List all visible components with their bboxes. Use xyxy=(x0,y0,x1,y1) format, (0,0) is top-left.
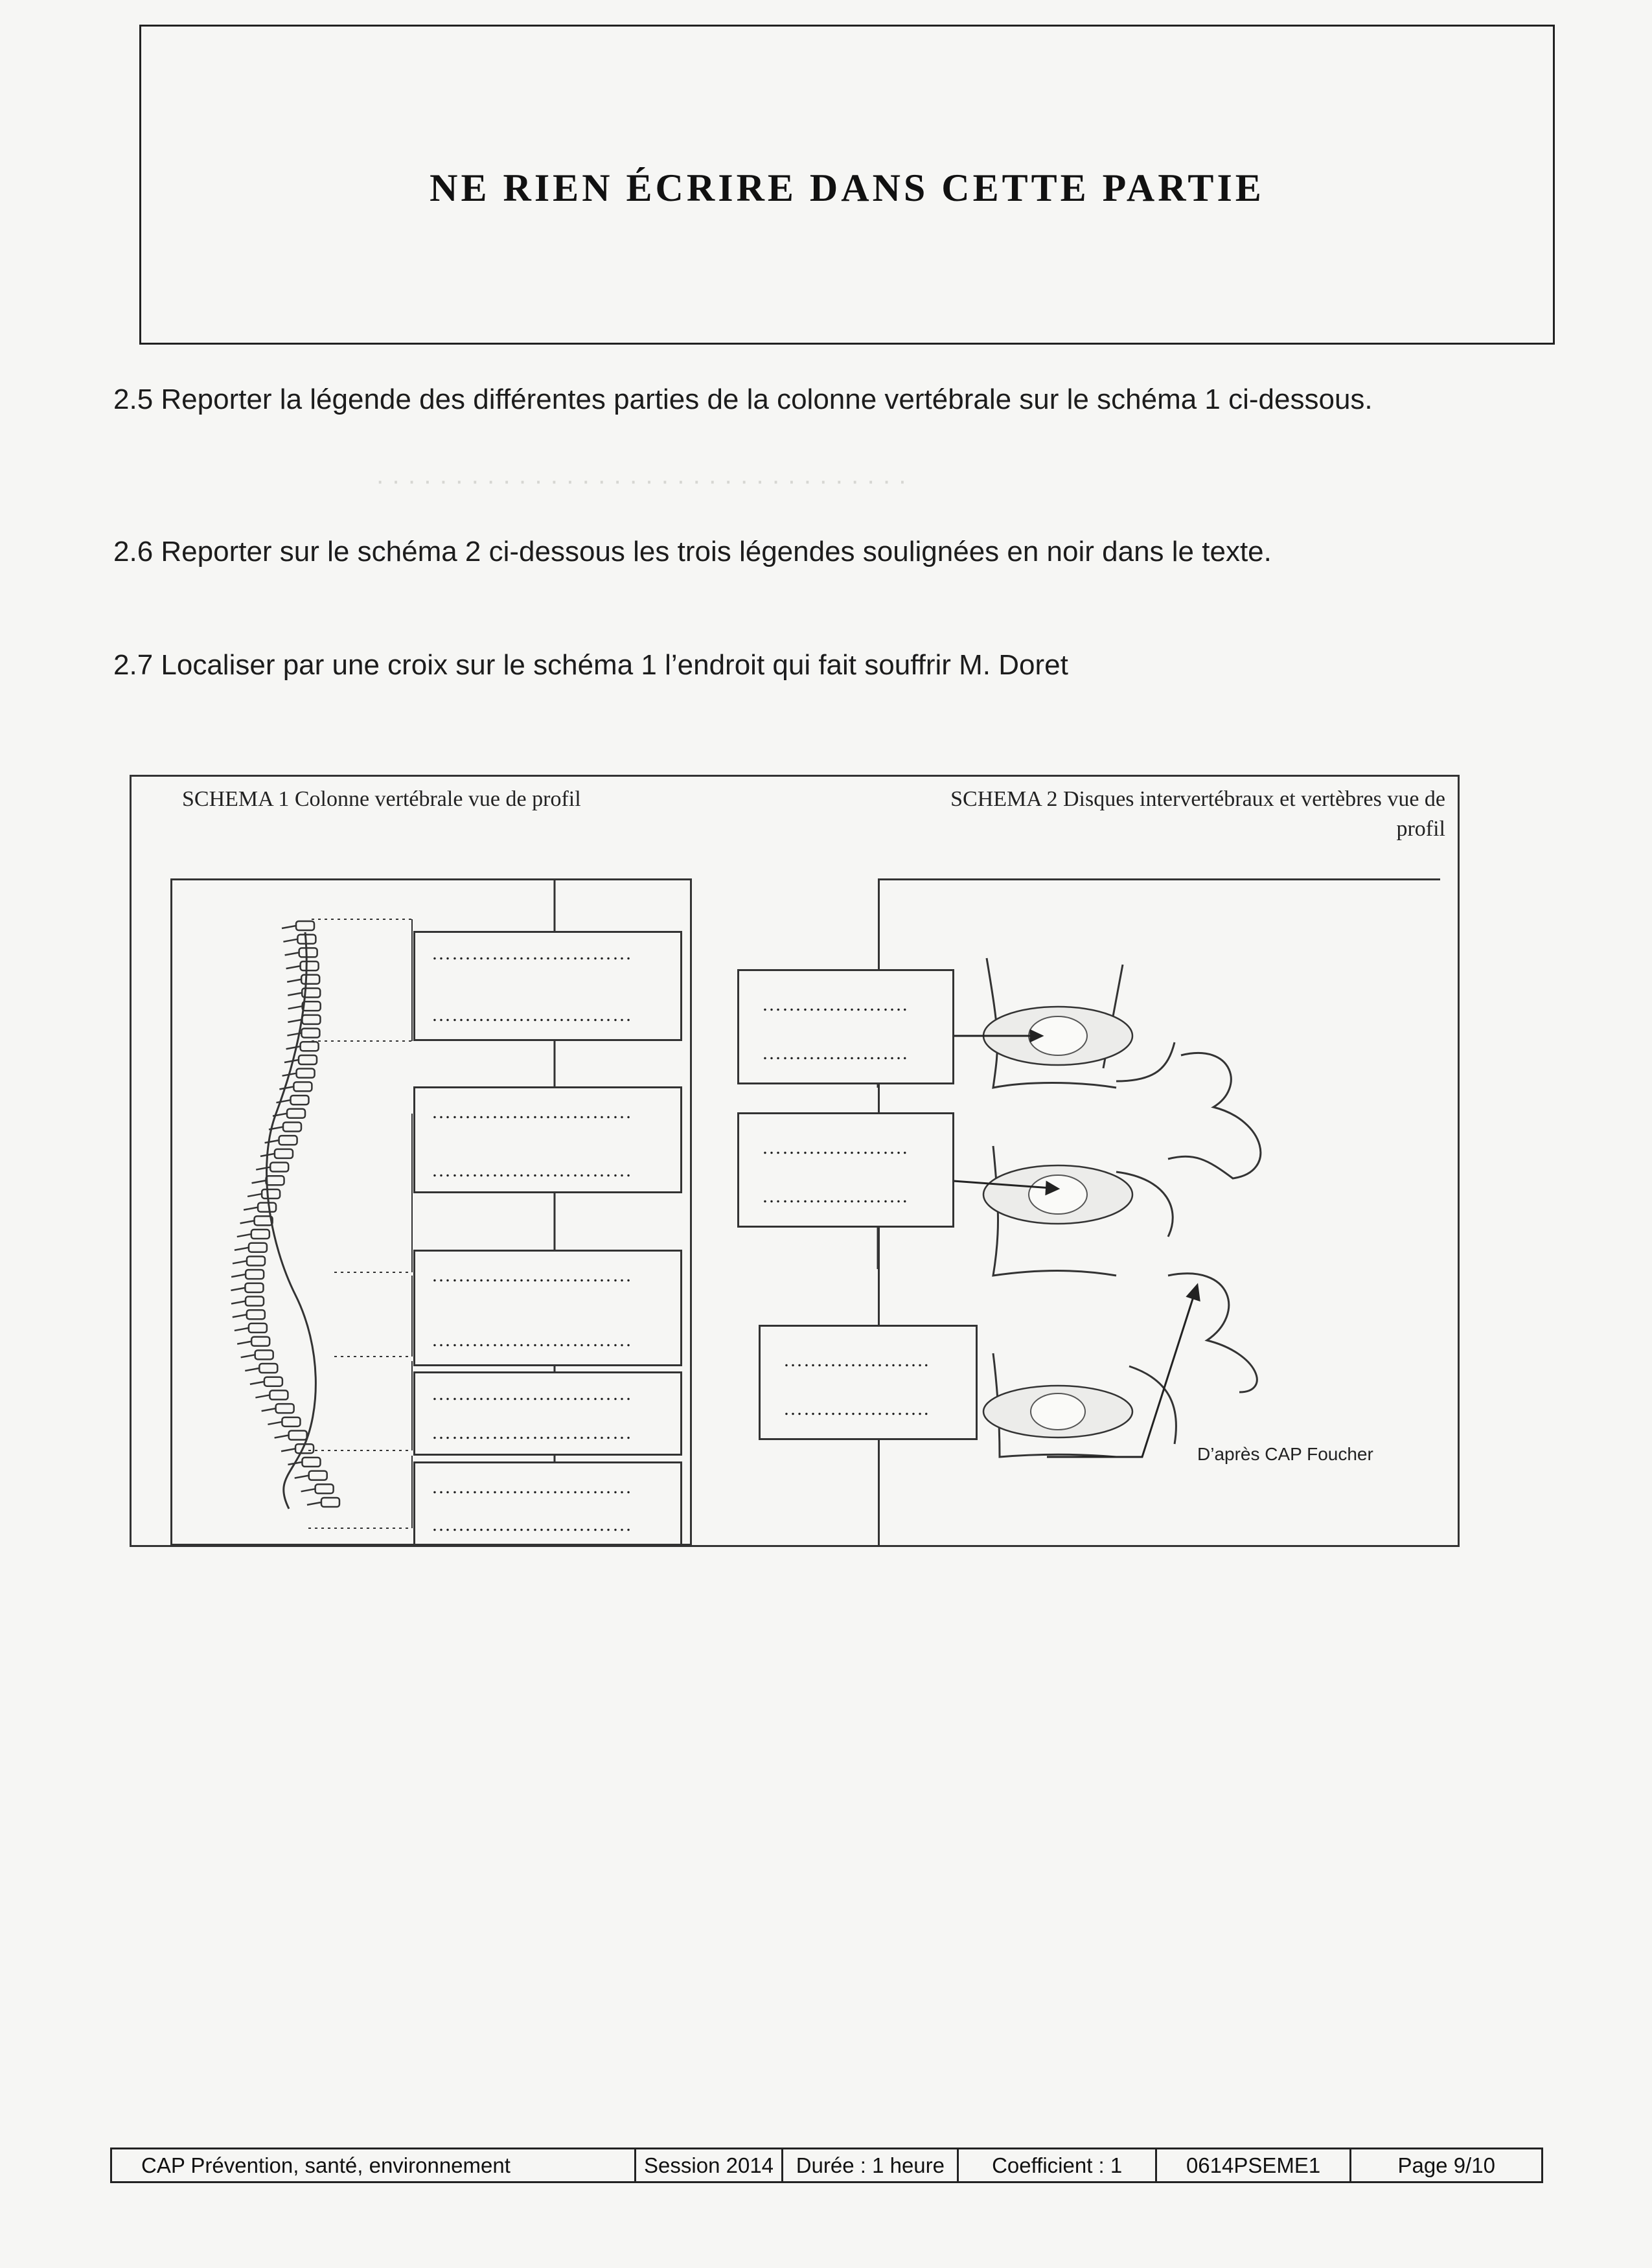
vertebra xyxy=(289,1431,307,1440)
schema-1-caption: SCHEMA 1 Colonne vertébrale vue de profil xyxy=(182,787,581,811)
disc-label-box-2[interactable] xyxy=(737,1112,954,1228)
dot-line: ………………………… xyxy=(431,1422,632,1443)
spinous-process xyxy=(301,1489,315,1491)
spinous-process xyxy=(265,1140,279,1143)
vertebra xyxy=(301,961,319,970)
vertebra xyxy=(246,1270,264,1279)
show-through-text: · · · · · · · · · · · · · · · · · · · · · · · · · · · · · · · · · · xyxy=(376,466,907,495)
header-title: NE RIEN ÉCRIRE DANS CETTE PARTIE xyxy=(430,166,1265,209)
footer-session: Session 2014 xyxy=(636,2149,783,2181)
spinous-process xyxy=(231,1301,246,1304)
dot-line: ………………………… xyxy=(431,1004,632,1025)
spinous-process xyxy=(284,1060,299,1062)
vertebra xyxy=(264,1377,282,1386)
vertebra xyxy=(309,1471,327,1480)
spinous-process xyxy=(307,1502,321,1505)
vertebra xyxy=(275,1149,293,1158)
spinous-process xyxy=(237,1342,251,1344)
dot-line: ………………………… xyxy=(431,1265,632,1286)
spinous-process xyxy=(250,1382,264,1384)
vertebra xyxy=(270,1163,288,1172)
disc-label-box-1[interactable] xyxy=(737,969,954,1084)
footer-table xyxy=(110,2148,1543,2183)
spinous-process xyxy=(275,1436,289,1438)
dot-line: ………………………… xyxy=(431,1329,632,1351)
figure-credit: D’après CAP Foucher xyxy=(1197,1444,1373,1464)
vertebra xyxy=(262,1189,280,1198)
vertebra xyxy=(287,1109,305,1118)
question-2-7: 2.7 Localiser par une croix sur le schéma 1 l’endroit qui fait souffrir M. Doret xyxy=(113,649,1068,681)
spinous-process xyxy=(282,926,296,928)
vertebra xyxy=(249,1323,267,1333)
vertebra xyxy=(255,1350,273,1359)
question-2-5: 2.5 Reporter la légende des différentes parties de la colonne vertébrale sur le schéma 1 ci-dessous. xyxy=(113,384,1373,415)
vertebra xyxy=(276,1404,294,1413)
spinous-process xyxy=(231,1288,245,1290)
spinous-process xyxy=(288,1020,302,1022)
dot-line: ………………………… xyxy=(431,1514,632,1535)
dot-line: …………………. xyxy=(783,1398,930,1419)
spinous-process xyxy=(244,1208,258,1210)
footer-exam-title: CAP Prévention, santé, environnement xyxy=(112,2149,636,2181)
schema-1-frame xyxy=(170,878,692,1546)
spine-label-box-4[interactable] xyxy=(413,1371,682,1456)
vertebra xyxy=(296,921,314,930)
footer-duration: Durée : 1 heure xyxy=(783,2149,959,2181)
spinous-process xyxy=(286,966,301,968)
vertebra xyxy=(299,948,317,957)
vertebra xyxy=(315,1484,334,1493)
spine-label-box-2[interactable] xyxy=(413,1086,682,1193)
spinous-process xyxy=(233,1261,247,1263)
spinous-process xyxy=(240,1220,255,1223)
spinous-process xyxy=(256,1167,270,1170)
vertebra xyxy=(301,1029,319,1038)
dot-line: ………………………… xyxy=(431,1383,632,1404)
dot-line: …………………. xyxy=(762,1137,908,1158)
spinous-process xyxy=(286,1046,301,1049)
spinous-process xyxy=(235,1328,249,1331)
spinous-process xyxy=(262,1408,276,1411)
vertebra xyxy=(299,1055,317,1064)
vertebra xyxy=(266,1176,284,1185)
spinous-process xyxy=(283,939,297,942)
spinous-process xyxy=(285,952,299,955)
spinous-process xyxy=(237,1234,251,1237)
dot-line: ………………………… xyxy=(431,943,632,964)
spine-label-box-1[interactable] xyxy=(413,931,682,1041)
schema-2-caption: SCHEMA 2 Disques intervertébraux et vertèbres vue de profil xyxy=(950,787,1445,841)
spinous-process xyxy=(276,1100,290,1103)
vertebra xyxy=(321,1498,339,1507)
spine-label-box-3[interactable] xyxy=(413,1250,682,1366)
dot-line: ………………………… xyxy=(431,1160,632,1181)
vertebra xyxy=(290,1095,308,1105)
vertebra xyxy=(251,1337,270,1346)
spinous-process xyxy=(233,1314,247,1317)
vertebra xyxy=(270,1390,288,1399)
vertebra xyxy=(297,1069,315,1078)
footer-coefficient: Coefficient : 1 xyxy=(959,2149,1156,2181)
footer-code: 0614PSEME1 xyxy=(1157,2149,1352,2181)
vertebra xyxy=(301,1042,319,1051)
vertebra xyxy=(245,1283,263,1292)
spinous-process xyxy=(279,1086,293,1089)
spinous-process xyxy=(247,1194,262,1197)
spinous-process xyxy=(241,1355,255,1357)
dot-line: …………………. xyxy=(762,994,908,1015)
vertebra xyxy=(258,1203,276,1212)
spinous-process xyxy=(268,1422,282,1425)
vertebra xyxy=(247,1310,265,1319)
dot-line: …………………. xyxy=(783,1349,930,1371)
spinous-process xyxy=(255,1395,270,1397)
spinous-process xyxy=(245,1368,259,1371)
spinous-process xyxy=(288,1006,303,1009)
vertebra xyxy=(249,1243,267,1252)
vertebra xyxy=(246,1297,264,1306)
spinous-process xyxy=(295,1476,309,1478)
header-box xyxy=(139,25,1555,345)
vertebra xyxy=(302,1015,320,1024)
spinous-process xyxy=(235,1248,249,1250)
figure-frame xyxy=(130,775,1460,1547)
vertebra xyxy=(279,1136,297,1145)
dot-line: …………………. xyxy=(762,1186,908,1207)
question-2-6: 2.6 Reporter sur le schéma 2 ci-dessous les trois légendes soulignées en noir dans le texte. xyxy=(113,536,1272,567)
vertebra xyxy=(282,1417,300,1426)
vertebra xyxy=(259,1364,277,1373)
vertebra xyxy=(247,1256,265,1265)
footer-page-number: Page 9/10 xyxy=(1397,2153,1495,2177)
vertebra xyxy=(283,1122,301,1131)
spinous-process xyxy=(252,1180,266,1183)
spinous-process xyxy=(288,992,302,995)
spinous-process xyxy=(281,1449,295,1451)
spine-label-box-5[interactable] xyxy=(413,1461,682,1546)
spinous-process xyxy=(287,979,301,982)
dot-line: ………………………… xyxy=(431,1476,632,1498)
dot-line: …………………. xyxy=(762,1042,908,1064)
spinous-process xyxy=(231,1274,246,1277)
vertebra xyxy=(293,1082,312,1091)
vertebra xyxy=(251,1230,270,1239)
vertebra xyxy=(301,975,319,984)
dot-line: ………………………… xyxy=(431,1101,632,1123)
disc-label-box-3[interactable] xyxy=(759,1325,978,1440)
vertebra xyxy=(302,1458,320,1467)
